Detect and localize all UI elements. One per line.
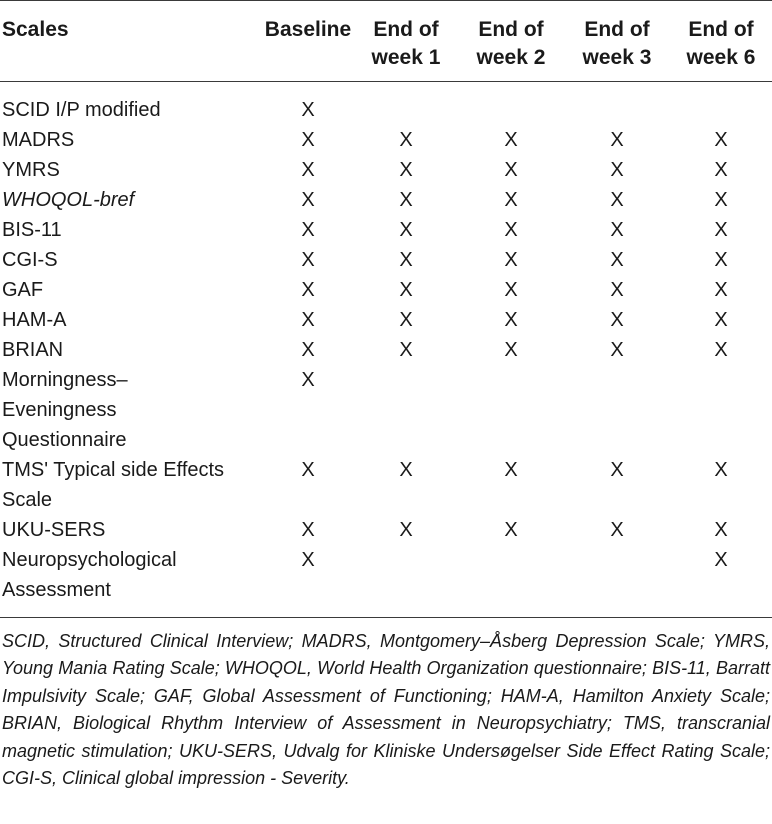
table-body — [0, 82, 772, 617]
mark-baseline: X — [301, 339, 315, 361]
mark-week-1: X — [399, 519, 413, 541]
table-row — [0, 365, 772, 455]
mark-week-3: X — [610, 249, 624, 271]
scale-name: CGI-S — [2, 249, 58, 271]
mark-week-6: X — [714, 279, 728, 301]
table-row — [0, 275, 772, 305]
table-row — [0, 95, 772, 125]
mark-week-1: X — [399, 309, 413, 331]
mark-week-3: X — [610, 219, 624, 241]
scale-name: YMRS — [2, 159, 60, 181]
table-row — [0, 155, 772, 185]
scale-name: HAM-A — [2, 309, 67, 331]
mark-week-1 — [354, 95, 458, 125]
mark-week-3: X — [610, 129, 624, 151]
mark-baseline: X — [301, 519, 315, 541]
mark-baseline: X — [301, 369, 315, 391]
mark-baseline: X — [301, 99, 315, 121]
mark-baseline: X — [301, 129, 315, 151]
table-header — [0, 1, 772, 82]
mark-week-6: X — [714, 249, 728, 271]
table-footnote: SCID, Structured Clinical Interview; MADRS, Montgomery–Åsberg Depression Scale; YMRS, Young Mania Rating Scale; WHOQOL, World Health Organization questionnaire; BIS-11, Barratt Impulsivity Scale; GAF, Global Assessment of Functioning; HAM-A, Hamilton Anxiety Scale; BRIAN, Biological Rhythm Interview of Assessment in Neuropsychiatry; TMS, transcranial magnetic stimulation; UKU-SERS, Udvalg for Kliniske Undersøgelser Side Effect Rating Scale; CGI-S, Clinical global impression - Severity. — [2, 631, 770, 789]
header-week-1: End of week 1 — [371, 18, 441, 69]
mark-week-3: X — [610, 519, 624, 541]
mark-week-6 — [670, 95, 772, 125]
mark-week-3 — [564, 545, 670, 605]
mark-week-3: X — [610, 459, 624, 481]
header-week-6: End of week 6 — [686, 18, 756, 69]
mark-baseline: X — [301, 279, 315, 301]
table-row — [0, 545, 772, 605]
header-week-3: End of week 3 — [582, 18, 652, 69]
mark-week-6: X — [714, 459, 728, 481]
mark-week-1 — [354, 545, 458, 605]
scale-name: SCID I/P modified — [2, 99, 161, 121]
mark-week-1 — [354, 365, 458, 455]
mark-week-2: X — [504, 459, 518, 481]
mark-week-2: X — [504, 189, 518, 211]
mark-week-3: X — [610, 159, 624, 181]
mark-week-1: X — [399, 189, 413, 211]
scale-name: Neuropsychological Assessment — [2, 549, 177, 601]
mark-week-2: X — [504, 129, 518, 151]
scale-name: Morningness– Eveningness Questionnaire — [2, 369, 128, 451]
mark-week-1: X — [399, 159, 413, 181]
scale-name: TMS' Typical side Effects Scale — [2, 459, 225, 511]
mark-week-6: X — [714, 189, 728, 211]
mark-baseline: X — [301, 549, 315, 571]
mark-week-2 — [458, 95, 564, 125]
scale-name: BIS-11 — [2, 219, 62, 241]
mark-week-6: X — [714, 549, 728, 571]
mark-week-2: X — [504, 159, 518, 181]
header-scales: Scales — [2, 18, 69, 41]
scale-name: UKU-SERS — [2, 519, 106, 541]
mark-week-3: X — [610, 279, 624, 301]
table-row — [0, 245, 772, 275]
mark-week-1: X — [399, 279, 413, 301]
table-row — [0, 215, 772, 245]
mark-baseline: X — [301, 459, 315, 481]
header-baseline: Baseline — [264, 18, 352, 41]
mark-week-3: X — [610, 189, 624, 211]
mark-baseline: X — [301, 249, 315, 271]
mark-baseline: X — [301, 159, 315, 181]
mark-baseline: X — [301, 189, 315, 211]
mark-week-6 — [670, 365, 772, 455]
mark-week-1: X — [399, 219, 413, 241]
mark-week-2: X — [504, 519, 518, 541]
scale-name: MADRS — [2, 129, 75, 151]
mark-week-6: X — [714, 519, 728, 541]
mark-week-6: X — [714, 309, 728, 331]
table-row — [0, 515, 772, 545]
scale-name: BRIAN — [2, 339, 64, 361]
mark-week-1: X — [399, 129, 413, 151]
mark-week-2: X — [504, 309, 518, 331]
scale-name: WHOQOL-bref — [2, 189, 135, 211]
mark-week-1: X — [399, 249, 413, 271]
mark-week-2 — [458, 545, 564, 605]
table-row — [0, 125, 772, 155]
mark-baseline: X — [301, 219, 315, 241]
mark-week-2: X — [504, 249, 518, 271]
mark-week-2: X — [504, 219, 518, 241]
table-row — [0, 185, 772, 215]
mark-week-6: X — [714, 159, 728, 181]
mark-week-2 — [458, 365, 564, 455]
mark-week-3: X — [610, 339, 624, 361]
header-week-2: End of week 2 — [476, 18, 546, 69]
table-row — [0, 335, 772, 365]
mark-week-3 — [564, 95, 670, 125]
mark-week-6: X — [714, 129, 728, 151]
mark-week-2: X — [504, 339, 518, 361]
mark-week-3: X — [610, 309, 624, 331]
table-row — [0, 305, 772, 335]
mark-week-3 — [564, 365, 670, 455]
mark-week-2: X — [504, 279, 518, 301]
mark-week-6: X — [714, 219, 728, 241]
mark-week-1: X — [399, 459, 413, 481]
mark-week-1: X — [399, 339, 413, 361]
table-row — [0, 455, 772, 515]
scale-name: GAF — [2, 279, 44, 301]
mark-week-6: X — [714, 339, 728, 361]
mark-baseline: X — [301, 309, 315, 331]
